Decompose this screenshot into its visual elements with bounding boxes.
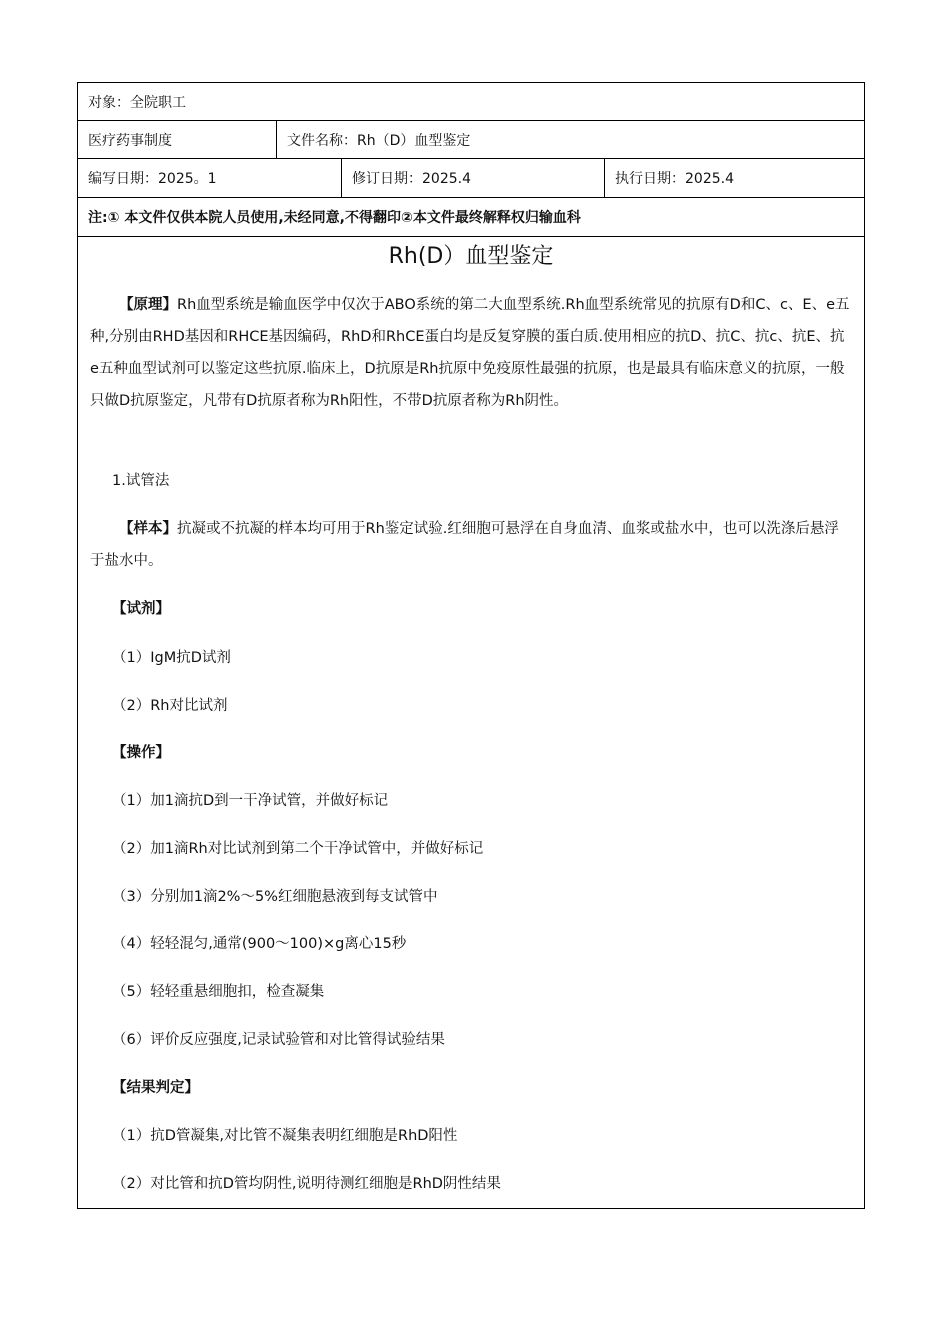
reagent-item: （2）Rh对比试剂 [112, 698, 228, 714]
principle-label: 【原理】 [119, 297, 177, 313]
result-item: （2）对比管和抗D管均阴性,说明待测红细胞是RhD阴性结果 [112, 1176, 501, 1192]
method-heading: 1.试管法 [112, 473, 170, 489]
audience-row [78, 83, 864, 121]
operation-step: （1）加1滴抗D到一干净试管，并做好标记 [112, 793, 389, 809]
sample-section [90, 513, 852, 577]
operation-step: （4）轻轻混匀,通常(900～100)×g离心15秒 [112, 936, 407, 952]
sample-text: 抗凝或不抗凝的样本均可用于Rh鉴定试验.红细胞可悬浮在自身血清、血浆或盐水中，也可以洗涤后悬浮于盐水中。 [90, 521, 839, 569]
document-title: Rh(D）血型鉴定 [388, 244, 554, 269]
written-date: 编写日期：2025。1 [88, 171, 217, 187]
reagents-heading: 【试剂】 [112, 601, 170, 617]
revised-date: 修订日期：2025.4 [341, 159, 604, 197]
notice-row [78, 198, 864, 237]
reagent-item: （1）IgM抗D试剂 [112, 650, 231, 666]
category-row [78, 121, 864, 159]
operation-step: （5）轻轻重悬细胞扣，检查凝集 [112, 984, 325, 1000]
effective-date: 执行日期：2025.4 [604, 159, 864, 197]
sample-label: 【样本】 [119, 521, 177, 537]
notice-text: 注:① 本文件仅供本院人员使用,未经同意,不得翻印②本文件最终解释权归输血科 [88, 210, 581, 226]
audience-text: 对象：全院职工 [88, 94, 186, 111]
operation-step: （2）加1滴Rh对比试剂到第二个干净试管中，并做好标记 [112, 841, 484, 857]
operation-step: （3）分别加1滴2%～5%红细胞悬液到每支试管中 [112, 889, 438, 905]
operation-step: （6）评价反应强度,记录试验管和对比管得试验结果 [112, 1032, 445, 1048]
result-heading: 【结果判定】 [112, 1080, 199, 1096]
principle-text: Rh血型系统是输血医学中仅次于ABO系统的第二大血型系统.Rh血型系统常见的抗原有D和C、c、E、e五种,分别由RHD基因和RHCE基因编码，RhD和RhCE蛋白均是反复穿膜的蛋白质.使用相应的抗D、抗C、抗c、抗E、抗e五种血型试剂可以鉴定这些抗原.临床上，D抗原是Rh抗原中免疫原性最强的抗原，也是最具有临床意义的抗原，一般只做D抗原鉴定，凡带有D抗原者称为Rh阳性，不带D抗原者称为Rh阴性。 [90, 297, 850, 409]
operation-heading: 【操作】 [112, 745, 170, 761]
category-text: 医疗药事制度 [88, 132, 172, 149]
principle-section [90, 289, 852, 417]
dates-row [78, 159, 864, 198]
result-item: （1）抗D管凝集,对比管不凝集表明红细胞是RhD阳性 [112, 1128, 458, 1144]
document-frame [77, 82, 865, 1209]
file-name-text: 文件名称：Rh（D）血型鉴定 [276, 121, 864, 158]
